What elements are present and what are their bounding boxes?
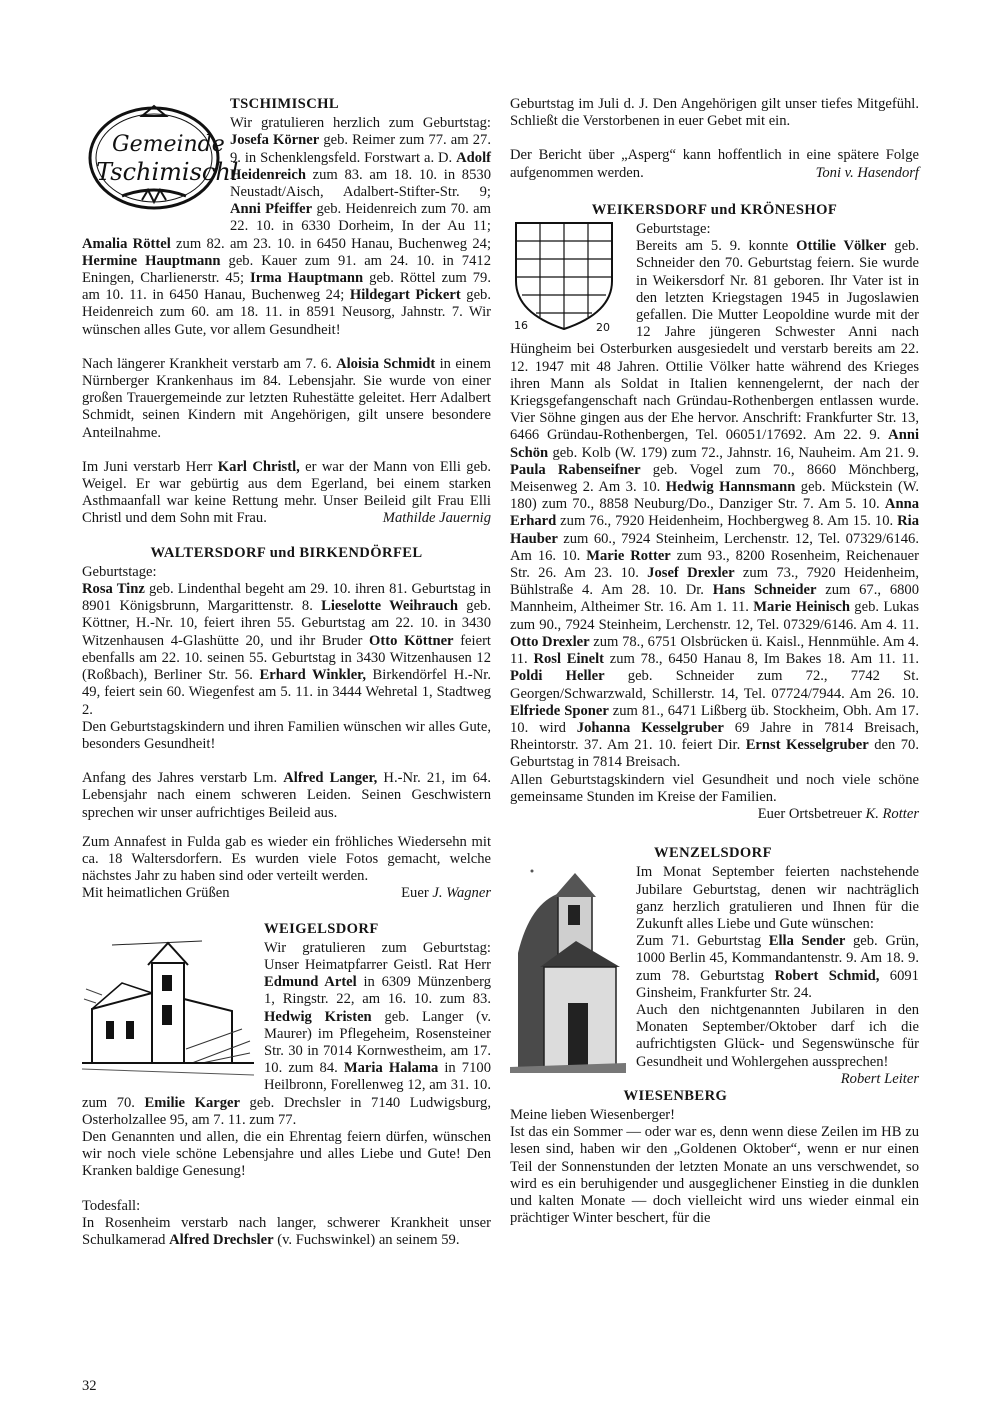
asperg-note [510, 147, 919, 181]
person-name: Josefa Körner [230, 132, 320, 149]
weigelsdorf-birthdays: Wir gratulieren zum Geburtstag: Unser Heimatpfarrer Geistl. Rat Herr Edmund Artel in 6309 Münzenberg 1, Ringstr. 22, am 16. 10. zum 83. Hedwig Kristen geb. Langer (v. Maurer) im Pflegeheim, Rosensteiner Str. 30 in 7014 Kornwestheim, am 17. 10. zum 84. Maria Halama in 7100 Heilbronn, Forellenweg 12, am 31. 10. zum 70. Emilie Karger geb. Drechsler in 7140 Ludwigsburg, Osterholzallee 95, am 7. 11. zum 77. Den Genannten und allen, die ein Ehrentag feiern dürfen, wünschen wir noch viele schöne Lebensjahre und alles Liebe und Gute! Den Kranken baldige Genesung! [82, 939, 492, 1180]
waltersdorf-annafest [82, 834, 491, 886]
seal-text-place: Tschimischl [96, 158, 239, 186]
person-name: Erhard Winkler, [259, 667, 366, 684]
section-weikersdorf [510, 202, 919, 823]
person-name: Rosa Tinz [82, 581, 145, 598]
waltersdorf-birthdays: Geburtstage: Rosa Tinz geb. Lindenthal begeht am 29. 10. ihren 81. Geburtstag in 8901 Königsbrunn, Margarittenstr. 8. Lieselotte Weihrauch geb. Köttner, H.-Nr. 10, feiert ihren 55. Geburtstag am 22. 10. in 3430 Witzenhausen 4-Glashütte 20, und ihr Bruder Otto Köttner feiert ebenfalls am 22. 10. seinen 55. Geburtstag in 3430 Witzenhausen 12 (Roßbach), Berliner Str. 56. Erhard Winkler, Birkendörfel H.-Nr. 49, feiert sein 60. Wiegenfest am 5. 11. in 3444 Wehretal 1, Stadtweg 2. Den Geburtstagskindern und ihren Familien wünschen wir alles Gute, besonders Gesundheit! [82, 563, 491, 752]
waltersdorf-death: Anfang des Jahres verstarb Lm. Alfred Langer, H.-Nr. 21, im 64. Lebensjahr nach einem schweren Leiden. Seinen Geschwistern sprechen wir unser aufrichtiges Beileid aus. [82, 770, 491, 821]
asperg-text: Der Bericht über „Asperg“ kann hoffentlich in eine spätere Folge aufgenommen werden. [510, 147, 919, 181]
heading-weigelsdorf: WEIGELSDORF [264, 920, 379, 937]
person-name: Robert Schmid, [774, 967, 880, 984]
signature-name: K. Rotter [865, 805, 919, 822]
person-name: Amalia Röttel [82, 235, 171, 252]
wiesenberg-salutation: Meine lieben Wiesenberger! [510, 1106, 676, 1123]
waltersdorf-greeting: Mit heimatlichen Grüßen [82, 885, 230, 902]
person-name: Johanna Kesselgruber [576, 719, 724, 736]
page-number: 32 [82, 1378, 97, 1394]
person-name: Josef Drexler [647, 565, 735, 582]
shield-year-right: 20 [596, 321, 610, 335]
person-name: Rosl Einelt [533, 651, 605, 668]
tschimischl-death-christl: Im Juni verstarb Herr Karl Christl, er war der Mann von Elli geb. Weigel. Er war gebürtig aus dem Egerland, bei einem starken Asthmaanfall war keine Rettung mehr. Unser Beileid gilt Frau Elli Christl und dem Sohn mit Frau. Mathilde Jauernig [82, 458, 492, 527]
tschimischl-death-schmidt: Nach längerer Krankheit verstarb am 7. 6. Aloisia Schmidt in einem Nürnberger Krankenhaus im 84. Lebensjahr. Sie wurde von einer großen Trauergemeinde zur letzten Ruhestätte geleitet. Herr Adalbert Schmidt, seinen Kindern mit Angehörigen, gilt unsere besondere Anteilnahme. [82, 355, 491, 441]
asperg-signature: Toni v. Hasendorf [815, 164, 919, 181]
section-weigelsdorf [82, 921, 491, 1250]
person-name: Adolf Heidenreich [230, 149, 491, 183]
waltersdorf-signoff [82, 885, 491, 902]
person-name: Emilie Karger [144, 1094, 240, 1111]
person-name: Hermine Hauptmann [82, 252, 221, 269]
person-name: Alfred Drechsler [169, 1231, 274, 1248]
person-name: Ella Sender [768, 933, 846, 950]
person-name: Anna Erhard [510, 496, 919, 530]
death-text: In Rosenheim verstarb nach langer, schwerer Krankheit unser Schulkamerad Alfred Drechsler (v. Fuchswinkel) an seinem 59. [82, 1214, 491, 1248]
coat-of-arms-image [510, 221, 618, 333]
person-name: Ottilie Völker [796, 238, 887, 255]
person-name: Anni Schön [510, 427, 919, 461]
person-name: Poldi Heller [510, 668, 605, 685]
person-name: Alfred Langer, [283, 770, 378, 787]
heading-wiesenberg: WIESENBERG [623, 1087, 728, 1104]
weigelsdorf-death [82, 1198, 491, 1250]
weikersdorf-signature [510, 806, 919, 823]
church-sketch-image [82, 929, 254, 1079]
person-name: Karl Christl, [217, 458, 300, 475]
person-name: Marie Heinisch [753, 599, 850, 616]
person-name: Hedwig Kristen [264, 1008, 372, 1025]
wenzelsdorf-body: Im Monat September feierten nachstehende Jubilare Geburtstag, denen wir nachträglich ganz herzlich gratulieren und Ihnen für die Zukunft alles Liebe und Gute wünschen: Zum 71. Geburtstag Ella Sender geb. Grün, 1000 Berlin 45, Kommandantenstr. 9. Am 18. 9. zum 78. Geburtstag Robert Schmid, 6091 Ginsheim, Frankfurter Str. 24. Auch den nichtgenannten Jubilaren in den Monaten September/Oktober darf ich die aufrichtigsten Glück- und Segenswünsche für Gesundheit und Wohlergehen aussprechen! Robert Leiter [636, 864, 919, 1087]
person-name: Hans Schneider [712, 582, 817, 599]
heading-wenzelsdorf: WENZELSDORF [654, 845, 772, 862]
seal-text-gemeinde: Gemeinde [112, 132, 225, 157]
heading-tschimischl: TSCHIMISCHL [230, 96, 340, 112]
person-name: Edmund Artel [264, 974, 357, 991]
person-name: Lieselotte Weihrauch [321, 598, 459, 615]
person-name: Hedwig Hannsmann [665, 479, 796, 496]
person-name: Irma Hauptmann [250, 270, 364, 287]
person-name: Otto Drexler [510, 633, 590, 650]
signature-name: Mathilde Jauernig [382, 510, 491, 527]
section-tschimischl [82, 96, 491, 528]
seal-image [82, 96, 239, 216]
person-name: Paula Rabenseifner [510, 461, 641, 478]
annafest-text: Zum Annafest in Fulda gab es wieder ein fröhliches Wiedersehn mit ca. 18 Waltersdorfern. Es wurden viele Fotos gemacht, welche nächstes Jahr zu haben sind oder verteilt werden. [82, 833, 491, 885]
signature-name: J. Wagner [432, 885, 491, 902]
heading-weikersdorf: WEIKERSDORF und KRÖNESHOF [591, 201, 838, 218]
chapel-photo-image [510, 863, 626, 1073]
church-drawing [82, 929, 254, 1079]
person-name: Otto Köttner [369, 632, 454, 649]
heading-waltersdorf: WALTERSDORF und BIRKENDÖRFEL [150, 544, 423, 561]
signature-prefix: Euer Ortsbetreuer [757, 805, 862, 822]
continued-text: Geburtstag im Juli d. J. Den Angehörigen gilt unser tiefes Mitgefühl. Schließt die Verstorbenen in euer Gebet mit ein. [510, 96, 919, 130]
shield-year-left: 16 [514, 319, 528, 333]
section-waltersdorf [82, 545, 491, 903]
person-name: Aloisia Schmidt [336, 355, 436, 372]
person-name: Elfriede Sponer [510, 702, 609, 719]
section-wenzelsdorf [510, 845, 919, 1087]
person-name: Hildegart Pickert [349, 287, 461, 304]
person-name: Anni Pfeiffer [230, 201, 313, 218]
wiesenberg-body: Ist das ein Sommer — oder war es, denn wenn diese Zeilen im HB zu lesen sind, haben wir den „Goldenen Oktober“, wenn er nur einen Teil der Sonnenstunden der letzten Monate an uns verschwendet, so wird es ein beruhigender und ausgeglichener Einstieg in die dunklen und kalten Monate — doch vielleicht wird uns wieder einmal ein prächtiger Winter beschert, für die [510, 1124, 919, 1227]
weikersdorf-shield [510, 221, 618, 333]
section-wiesenberg [510, 1088, 919, 1228]
person-name: Ernst Kesselgruber [745, 737, 869, 754]
right-column [510, 96, 919, 1244]
person-name: Marie Rotter [586, 547, 671, 564]
tschimischl-birthdays: Wir gratulieren herzlich zum Geburtstag: Josefa Körner geb. Reimer zum 77. am 27. 9. in Schenklengsfeld. Forstwart a. D. Adolf Heidenreich zum 83. am 18. 10. in 8530 Neustadt/Aisch, Adalbert-Stifter-Str. 9; Anni Pfeiffer geb. Heidenreich zum 70. am 22. 10. in 6330 Dorheim, In der Au 11; Amalia Röttel zum 82. am 23. 10. in 6450 Hanau, Buchenweg 24; Hermine Hauptmann geb. Kauer zum 91. am 24. 10. in 7412 Eningen, Charlienerstr. 45; Irma Hauptmann geb. Röttel zum 79. am 10. 11. in 6450 Hanau, Buchenweg 24; Hildegart Pickert geb. Heidenreich zum 60. am 18. 11. in 8591 Neusorg, Jahnstr. 7. Wir wünschen alles Gute, vor allem Gesundheit! [82, 115, 492, 338]
death-label: Todesfall: [82, 1197, 141, 1214]
signature-prefix: Euer [401, 885, 429, 902]
left-column [82, 96, 491, 1249]
chapel-photo [510, 863, 626, 1073]
tschimischl-seal [82, 96, 239, 216]
signature-name: Robert Leiter [840, 1070, 919, 1087]
person-name: Maria Halama [343, 1060, 439, 1077]
waltersdorf-signature [401, 885, 491, 902]
weikersdorf-body: Geburtstage: Bereits am 5. 9. konnte Ottilie Völker geb. Schneider den 70. Geburtstag feiern. Sie wurde in Weikersdorf Nr. 81 geboren. Ihr Vater ist in den letzten Kriegstagen 1945 in Jugoslawien gefallen. Die Mutter Leopoldine wurde mit der 12 Jahre jüngeren Schwester Anni nach Hüngheim bei Osterburken ausgesiedelt und verstarb bereits am 22. 12. 1947 mit 48 Jahren. Ottilie Völker hatte während des Krieges ihren Mann als Soldat in Italien kennengelernt, der nach der Kriegsgefangenschaft nach Gründau-Rothenbergen entlassen wurde. Vier Söhne gingen aus der Ehe hervor. Anschrift: Frankfurter Str. 13, 6466 Gründau-Rothenbergen, Tel. 06051/17692. Am 22. 9. Anni Schön geb. Kolb (W. 179) zum 72., Jahnstr. 16, Nauheim. Am 21. 9. Paula Rabenseifner geb. Vogel zum 70., 8660 Mönchberg, Meisenweg 2. Am 3. 10. Hedwig Hannsmann geb. Mückstein (W. 180) zum 70., 8858 Neuburg/Do., Danziger Str. 7. Am 5. 10. Anna Erhard zum 76., 7920 Heidenheim, Hochbergweg 8. Am 15. 10. Ria Hauber zum 60., 7924 Steinheim, Lerchenstr. 12, Tel. 07329/6146. Am 16. 10. Marie Rotter zum 93., 8200 Rosenheim, Reichenauer Str. 26. Am 23. 10. Josef Drexler zum 73., 7920 Heidenheim, Bühlstraße 4. Am 28. 10. Dr. Hans Schneider zum 67., 6800 Mannheim, Altheimer Str. 16. Am 1. 11. Marie Heinisch geb. Lukas zum 90., 7924 Steinheim, Lerchenstr. 12, Tel. 07329/6146. Am 4. 11. Otto Drexler zum 78., 6751 Olsbrücken ü. Kaisl., Hennmühle. Am 4. 11. Rosl Einelt zum 78., 6450 Hanau 8, Im Bakes 18. Am 11. 11. Poldi Heller geb. Schneider zum 72., 7742 St. Georgen/Schwarzwald, Schillerstr. 14, Tel. 07724/7944. Am 26. 10. Elfriede Sponer zum 81., 6471 Lißberg üb. Stockheim, Obh. Am 17. 10. wird Johanna Kesselgruber 69 Jahre in 7814 Breisach, Rheintorstr. 37. Am 21. 10. feiert Dir. Ernst Kesselgruber den 70. Geburtstag in 7814 Breisach. Allen Geburtstagskindern viel Gesundheit und noch viele schöne gemeinsame Stunden im Kreise der Familien. [510, 221, 920, 805]
person-name: Ria Hauber [510, 513, 919, 547]
